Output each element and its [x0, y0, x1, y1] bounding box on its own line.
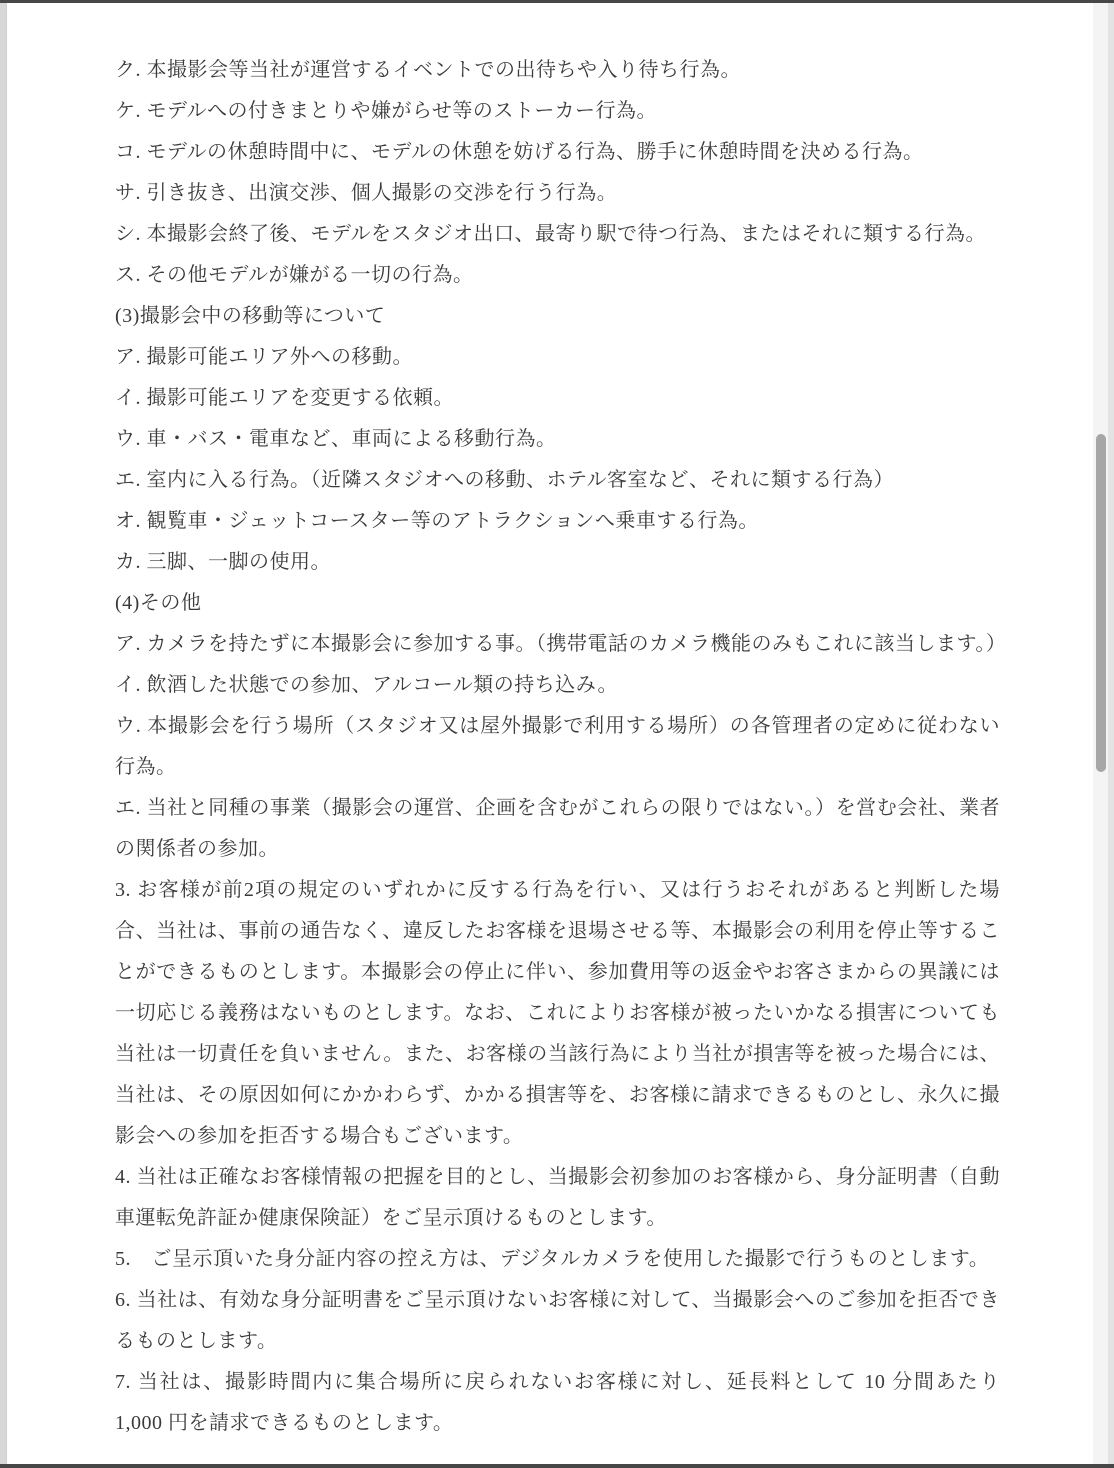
- document-paragraph: コ. モデルの休憩時間中に、モデルの休憩を妨げる行為、勝手に休憩時間を決める行為。: [115, 141, 924, 163]
- document-paragraph: ス. その他モデルが嫌がる一切の行為。: [115, 264, 474, 286]
- document-paragraph: ウ. 車・バス・電車など、車両による移動行為。: [115, 428, 557, 450]
- bottom-border: [0, 1464, 1114, 1468]
- document-paragraph: 4. 当社は正確なお客様情報の把握を目的とし、当撮影会初参加のお客様から、身分証明書（自動車運転免許証か健康保険証）をご呈示頂けるものとします。: [115, 1166, 1000, 1229]
- document-paragraph: (3)撮影会中の移動等について: [115, 305, 386, 327]
- document-paragraph: エ. 当社と同種の事業（撮影会の運営、企画を含むがこれらの限りではない。）を営む会社、業者の関係者の参加。: [115, 797, 1000, 860]
- page-left-edge: [0, 0, 7, 1468]
- document-paragraph: ア. カメラを持たずに本撮影会に参加する事。（携帯電話のカメラ機能のみもこれに該当します。）: [115, 633, 1007, 655]
- document-paragraph: イ. 飲酒した状態での参加、アルコール類の持ち込み。: [115, 674, 618, 696]
- document-paragraph: エ. 室内に入る行為。（近隣スタジオへの移動、ホテル客室など、それに類する行為）: [115, 469, 894, 491]
- document-paragraph: ク. 本撮影会等当社が運営するイベントでの出待ちや入り待ち行為。: [115, 59, 741, 81]
- document-paragraph: ケ. モデルへの付きまとりや嫌がらせ等のストーカー行為。: [115, 100, 657, 122]
- document-paragraph: 3. お客様が前2項の規定のいずれかに反する行為を行い、又は行うおそれがあると判断した場合、当社は、事前の通告なく、違反したお客様を退場させる等、本撮影会の利用を停止等することができるものとします。本撮影会の停止に伴い、参加費用等の返金やお客さまからの異議には一切応じる義務はないものとします。なお、これによりお客様が被ったいかなる損害についても当社は一切責任を負いません。また、お客様の当該行為により当社が損害等を被った場合には、当社は、その原因如何にかかわらず、かかる損害等を、お客様に請求できるものとし、永久に撮影会への参加を拒否する場合もございます。: [115, 879, 1000, 1147]
- scrollbar-thumb[interactable]: [1096, 434, 1106, 772]
- document-paragraph: イ. 撮影可能エリアを変更する依頼。: [115, 387, 454, 409]
- document-paragraph: オ. 観覧車・ジェットコースター等のアトラクションへ乗車する行為。: [115, 510, 759, 532]
- document-paragraph: シ. 本撮影会終了後、モデルをスタジオ出口、最寄り駅で待つ行為、またはそれに類する行為。: [115, 223, 986, 245]
- document-paragraph: サ. 引き抜き、出演交渉、個人撮影の交渉を行う行為。: [115, 182, 618, 204]
- document-page: [115, 50, 1007, 1444]
- top-border: [0, 0, 1114, 3]
- document-paragraph: 6. 当社は、有効な身分証明書をご呈示頂けないお客様に対して、当撮影会へのご参加を拒否できるものとします。: [115, 1289, 1000, 1352]
- document-paragraph: ウ. 本撮影会を行う場所（スタジオ又は屋外撮影で利用する場所）の各管理者の定めに従わない行為。: [115, 715, 1000, 778]
- document-paragraph: カ. 三脚、一脚の使用。: [115, 551, 331, 573]
- document-paragraph: ア. 撮影可能エリア外への移動。: [115, 346, 413, 368]
- document-paragraph: (4)その他: [115, 592, 202, 614]
- document-paragraph: 5. ご呈示頂いた身分証内容の控え方は、デジタルカメラを使用した撮影で行うものとします。: [115, 1248, 990, 1270]
- document-paragraph: 7. 当社は、撮影時間内に集合場所に戻られないお客様に対し、延長料として 10 分間あたり 1,000 円を請求できるものとします。: [115, 1371, 1000, 1434]
- page-right-edge: [1108, 0, 1114, 1468]
- document-body: [115, 50, 1007, 1444]
